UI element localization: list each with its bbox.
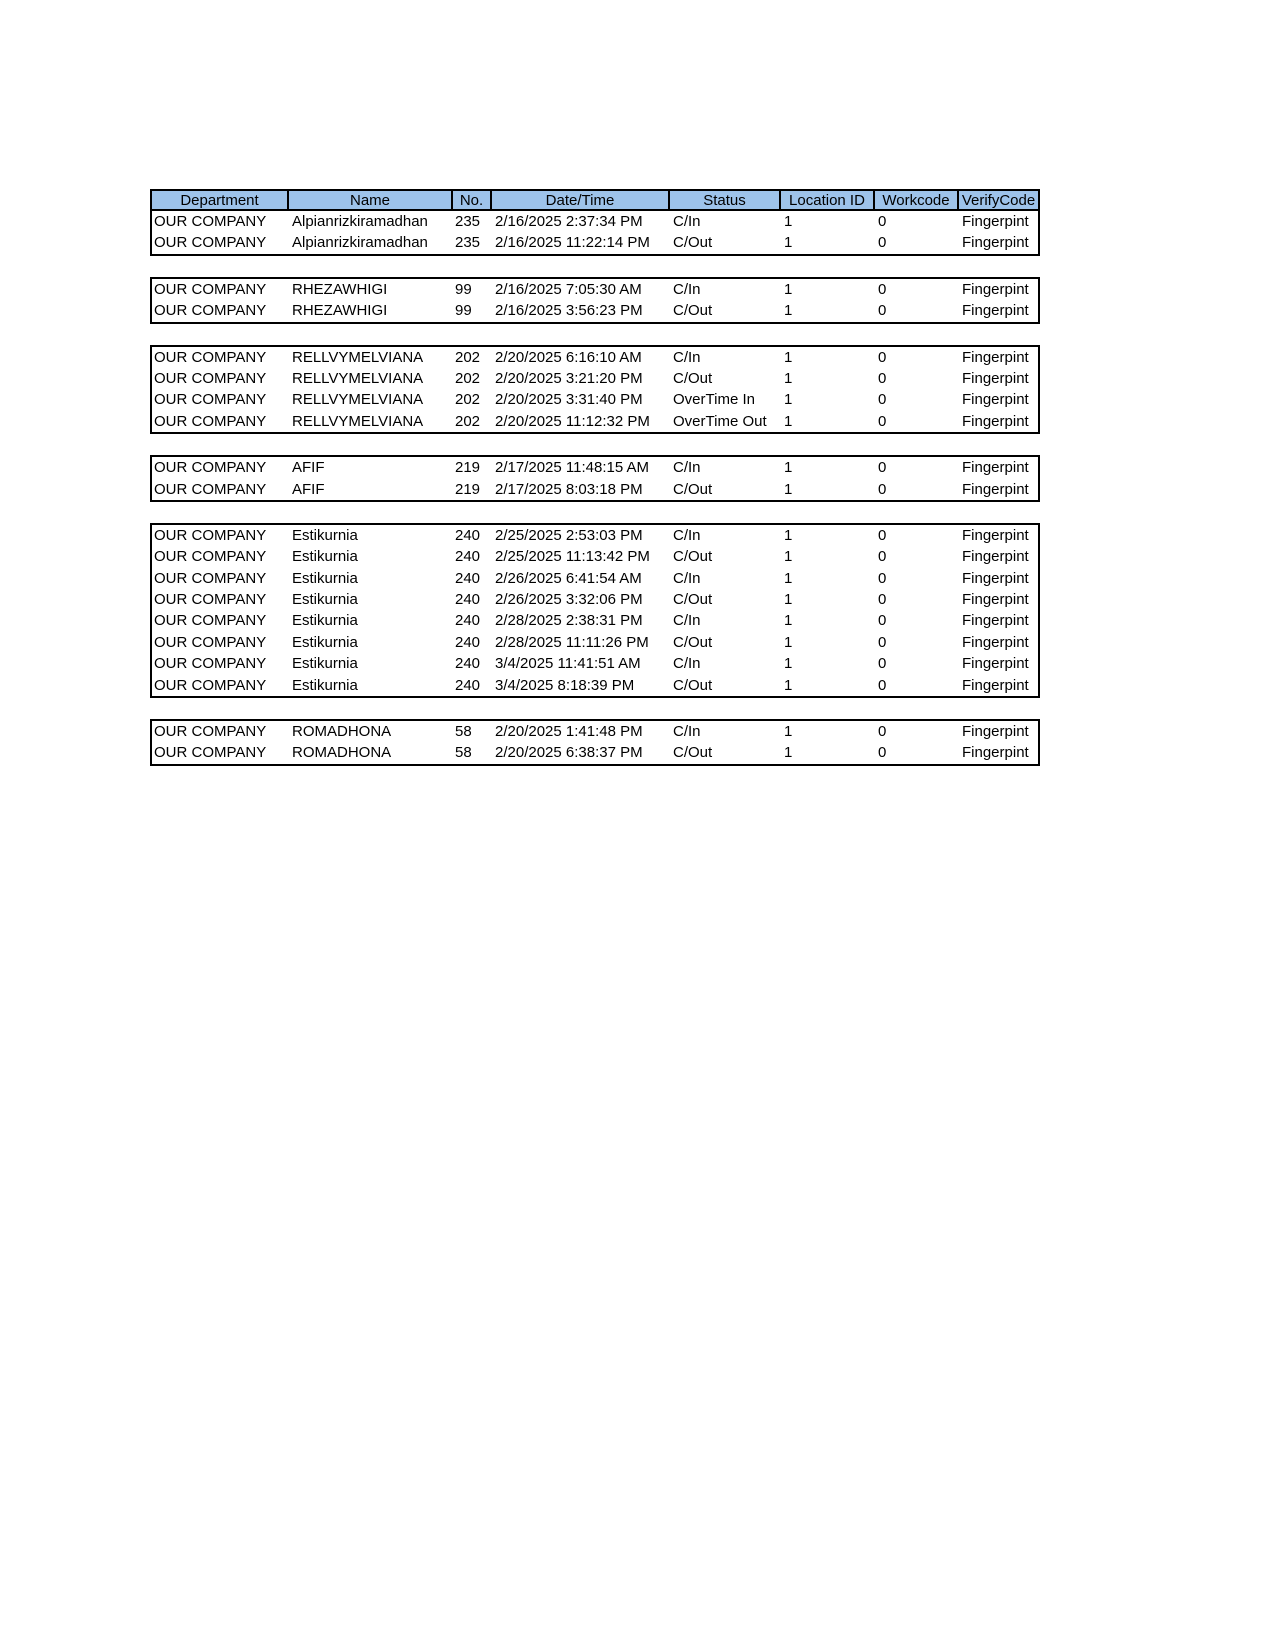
name-cell: AFIF: [292, 480, 325, 498]
name-cell: Estikurnia: [292, 676, 358, 694]
datetime-cell: 2/20/2025 1:41:48 PM: [495, 723, 643, 741]
location-id-cell: 1: [784, 548, 793, 566]
datetime-cell: 2/25/2025 11:13:42 PM: [495, 548, 650, 566]
table-row: [152, 632, 1038, 653]
datetime-cell: 2/16/2025 2:37:34 PM: [495, 213, 643, 230]
location-id-cell: 1: [784, 633, 793, 651]
workcode-cell: 0: [878, 723, 887, 741]
table-row: [152, 546, 1038, 567]
workcode-cell: 0: [878, 633, 887, 651]
location-id-cell: 1: [784, 723, 793, 741]
department-cell: OUR COMPANY: [154, 280, 267, 298]
name-cell: Estikurnia: [292, 655, 358, 673]
datetime-cell: 2/20/2025 6:38:37 PM: [495, 744, 643, 762]
status-cell: C/Out: [673, 302, 713, 320]
verifycode-cell: Fingerpint: [962, 302, 1029, 320]
workcode-cell: 0: [878, 744, 887, 762]
table-row: [152, 368, 1038, 389]
record-group: [150, 345, 1040, 435]
name-cell: RELLVYMELVIANA: [292, 412, 424, 430]
location-id-cell: 1: [784, 459, 793, 477]
no-cell: 240: [455, 548, 481, 566]
department-cell: OUR COMPANY: [154, 548, 267, 566]
table-row: [152, 589, 1038, 610]
location-id-cell: 1: [784, 569, 793, 587]
status-cell: C/Out: [673, 548, 713, 566]
verifycode-cell: Fingerpint: [962, 633, 1029, 651]
table-row: [152, 742, 1038, 763]
no-cell: 202: [455, 348, 481, 366]
verifycode-cell: Fingerpint: [962, 526, 1029, 544]
verifycode-cell: Fingerpint: [962, 548, 1029, 566]
datetime-cell: 2/16/2025 7:05:30 AM: [495, 280, 642, 298]
location-id-cell: 1: [784, 480, 793, 498]
no-cell: 202: [455, 412, 481, 430]
header-row: [150, 189, 1040, 211]
table-row: [152, 457, 1038, 478]
no-cell: 240: [455, 612, 481, 630]
department-cell: OUR COMPANY: [154, 744, 267, 762]
workcode-cell: 0: [878, 591, 887, 609]
header-workcode: Workcode: [875, 191, 959, 209]
table-row: [152, 479, 1038, 500]
name-cell: Estikurnia: [292, 591, 358, 609]
datetime-cell: 2/16/2025 3:56:23 PM: [495, 302, 643, 320]
status-cell: C/In: [673, 569, 701, 587]
location-id-cell: 1: [784, 369, 793, 387]
location-id-cell: 1: [784, 234, 793, 252]
name-cell: Alpianrizkiramadhan: [292, 234, 428, 252]
datetime-cell: 2/26/2025 3:32:06 PM: [495, 591, 643, 609]
verifycode-cell: Fingerpint: [962, 723, 1029, 741]
verifycode-cell: Fingerpint: [962, 612, 1029, 630]
workcode-cell: 0: [878, 302, 887, 320]
datetime-cell: 2/25/2025 2:53:03 PM: [495, 526, 643, 544]
table-row: [152, 675, 1038, 696]
datetime-cell: 3/4/2025 8:18:39 PM: [495, 676, 635, 694]
header-verifycode: VerifyCode: [961, 192, 1036, 209]
table-row: [152, 525, 1038, 546]
workcode-cell: 0: [878, 369, 887, 387]
name-cell: ROMADHONA: [292, 744, 392, 762]
department-cell: OUR COMPANY: [154, 723, 267, 741]
header-location-id: Location ID: [781, 191, 875, 209]
no-cell: 240: [455, 591, 481, 609]
workcode-cell: 0: [878, 348, 887, 366]
header-status: Status: [670, 191, 781, 209]
department-cell: OUR COMPANY: [154, 412, 267, 430]
workcode-cell: 0: [878, 526, 887, 544]
verifycode-cell: Fingerpint: [962, 234, 1029, 252]
name-cell: RELLVYMELVIANA: [292, 369, 424, 387]
table-row: [152, 232, 1038, 253]
verifycode-cell: Fingerpint: [962, 591, 1029, 609]
verifycode-cell: Fingerpint: [962, 459, 1029, 477]
table-row: [152, 653, 1038, 674]
table-row: [152, 347, 1038, 368]
table-row: [152, 211, 1038, 232]
verifycode-cell: Fingerpint: [962, 213, 1029, 230]
name-cell: RELLVYMELVIANA: [292, 391, 424, 409]
status-cell: C/In: [673, 459, 701, 477]
table-row: [152, 279, 1038, 300]
name-cell: Alpianrizkiramadhan: [292, 213, 428, 230]
workcode-cell: 0: [878, 213, 887, 230]
record-group: [150, 211, 1040, 256]
record-group: [150, 523, 1040, 698]
status-cell: C/In: [673, 655, 701, 673]
status-cell: C/In: [673, 526, 701, 544]
datetime-cell: 2/26/2025 6:41:54 AM: [495, 569, 642, 587]
verifycode-cell: Fingerpint: [962, 676, 1029, 694]
department-cell: OUR COMPANY: [154, 655, 267, 673]
no-cell: 235: [455, 213, 481, 230]
location-id-cell: 1: [784, 412, 793, 430]
record-group: [150, 277, 1040, 324]
verifycode-cell: Fingerpint: [962, 391, 1029, 409]
department-cell: OUR COMPANY: [154, 234, 267, 252]
name-cell: Estikurnia: [292, 569, 358, 587]
name-cell: ROMADHONA: [292, 723, 392, 741]
verifycode-cell: Fingerpint: [962, 412, 1029, 430]
verifycode-cell: Fingerpint: [962, 280, 1029, 298]
department-cell: OUR COMPANY: [154, 459, 267, 477]
workcode-cell: 0: [878, 391, 887, 409]
department-cell: OUR COMPANY: [154, 480, 267, 498]
name-cell: AFIF: [292, 459, 325, 477]
no-cell: 219: [455, 459, 481, 477]
verifycode-cell: Fingerpint: [962, 480, 1029, 498]
status-cell: C/Out: [673, 744, 713, 762]
department-cell: OUR COMPANY: [154, 676, 267, 694]
record-group: [150, 719, 1040, 766]
location-id-cell: 1: [784, 676, 793, 694]
status-cell: C/In: [673, 280, 701, 298]
workcode-cell: 0: [878, 412, 887, 430]
department-cell: OUR COMPANY: [154, 302, 267, 320]
verifycode-cell: Fingerpint: [962, 369, 1029, 387]
workcode-cell: 0: [878, 459, 887, 477]
datetime-cell: 2/17/2025 8:03:18 PM: [495, 480, 643, 498]
no-cell: 240: [455, 569, 481, 587]
name-cell: Estikurnia: [292, 612, 358, 630]
status-cell: C/Out: [673, 369, 713, 387]
verifycode-cell: Fingerpint: [962, 569, 1029, 587]
datetime-cell: 2/17/2025 11:48:15 AM: [495, 459, 650, 477]
workcode-cell: 0: [878, 655, 887, 673]
status-cell: C/Out: [673, 633, 713, 651]
datetime-cell: 2/20/2025 11:12:32 PM: [495, 412, 650, 430]
workcode-cell: 0: [878, 569, 887, 587]
no-cell: 240: [455, 676, 481, 694]
status-cell: C/Out: [673, 676, 713, 694]
datetime-cell: 2/28/2025 2:38:31 PM: [495, 612, 643, 630]
department-cell: OUR COMPANY: [154, 633, 267, 651]
status-cell: C/In: [673, 723, 701, 741]
table-row: [152, 568, 1038, 589]
location-id-cell: 1: [784, 348, 793, 366]
status-cell: C/In: [673, 213, 701, 230]
location-id-cell: 1: [784, 591, 793, 609]
location-id-cell: 1: [784, 391, 793, 409]
verifycode-cell: Fingerpint: [962, 655, 1029, 673]
workcode-cell: 0: [878, 612, 887, 630]
workcode-cell: 0: [878, 676, 887, 694]
record-groups: [150, 211, 1040, 766]
location-id-cell: 1: [784, 213, 793, 230]
department-cell: OUR COMPANY: [154, 591, 267, 609]
location-id-cell: 1: [784, 280, 793, 298]
header-no: No.: [453, 191, 492, 209]
verifycode-cell: Fingerpint: [962, 744, 1029, 762]
status-cell: C/In: [673, 612, 701, 630]
status-cell: C/Out: [673, 480, 713, 498]
table-row: [152, 721, 1038, 742]
status-cell: C/Out: [673, 591, 713, 609]
header-department: Department: [152, 191, 289, 209]
department-cell: OUR COMPANY: [154, 213, 267, 230]
name-cell: RELLVYMELVIANA: [292, 348, 424, 366]
department-cell: OUR COMPANY: [154, 369, 267, 387]
no-cell: 202: [455, 369, 481, 387]
name-cell: Estikurnia: [292, 633, 358, 651]
workcode-cell: 0: [878, 548, 887, 566]
department-cell: OUR COMPANY: [154, 612, 267, 630]
department-cell: OUR COMPANY: [154, 391, 267, 409]
status-cell: C/Out: [673, 234, 713, 252]
datetime-cell: 2/20/2025 3:31:40 PM: [495, 391, 643, 409]
no-cell: 240: [455, 633, 481, 651]
verifycode-cell: Fingerpint: [962, 348, 1029, 366]
location-id-cell: 1: [784, 302, 793, 320]
workcode-cell: 0: [878, 480, 887, 498]
no-cell: 58: [455, 744, 472, 762]
name-cell: RHEZAWHIGI: [292, 280, 388, 298]
no-cell: 99: [455, 302, 472, 320]
no-cell: 240: [455, 655, 481, 673]
status-cell: OverTime Out: [673, 412, 767, 430]
no-cell: 235: [455, 234, 481, 252]
name-cell: RHEZAWHIGI: [292, 302, 388, 320]
location-id-cell: 1: [784, 744, 793, 762]
attendance-sheet: [150, 189, 1040, 787]
department-cell: OUR COMPANY: [154, 348, 267, 366]
table-row: [152, 300, 1038, 321]
table-row: [152, 389, 1038, 410]
location-id-cell: 1: [784, 655, 793, 673]
workcode-cell: 0: [878, 234, 887, 252]
datetime-cell: 2/28/2025 11:11:26 PM: [495, 633, 649, 651]
no-cell: 58: [455, 723, 472, 741]
workcode-cell: 0: [878, 280, 887, 298]
name-cell: Estikurnia: [292, 526, 358, 544]
header-name: Name: [289, 191, 453, 209]
datetime-cell: 2/20/2025 6:16:10 AM: [495, 348, 642, 366]
no-cell: 202: [455, 391, 481, 409]
table-row: [152, 411, 1038, 432]
department-cell: OUR COMPANY: [154, 569, 267, 587]
datetime-cell: 2/16/2025 11:22:14 PM: [495, 234, 650, 252]
header-datetime: Date/Time: [492, 191, 670, 209]
location-id-cell: 1: [784, 526, 793, 544]
department-cell: OUR COMPANY: [154, 526, 267, 544]
status-cell: C/In: [673, 348, 701, 366]
datetime-cell: 3/4/2025 11:41:51 AM: [495, 655, 641, 673]
table-row: [152, 610, 1038, 631]
no-cell: 219: [455, 480, 481, 498]
record-group: [150, 455, 1040, 502]
status-cell: OverTime In: [673, 391, 755, 409]
datetime-cell: 2/20/2025 3:21:20 PM: [495, 369, 643, 387]
no-cell: 99: [455, 280, 472, 298]
name-cell: Estikurnia: [292, 548, 358, 566]
location-id-cell: 1: [784, 612, 793, 630]
no-cell: 240: [455, 526, 481, 544]
